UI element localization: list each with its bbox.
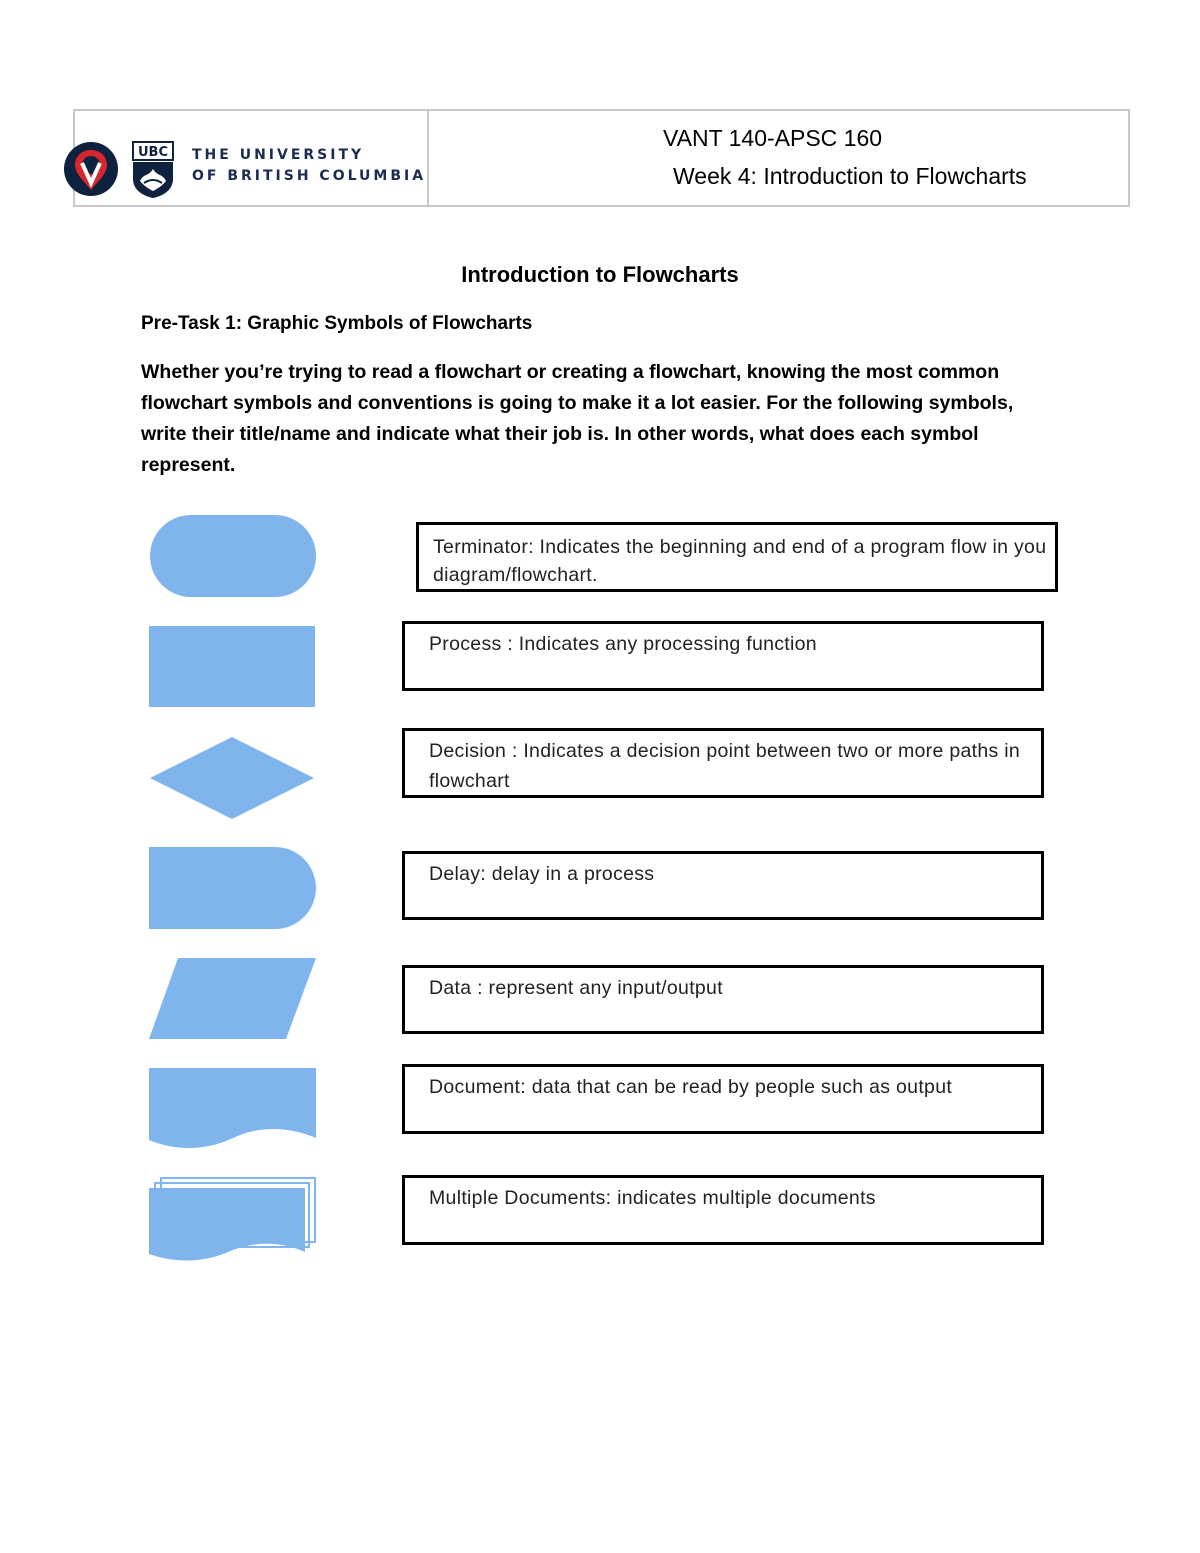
- answer-box-multiple-documents: Multiple Documents: indicates multiple documents: [402, 1175, 1044, 1245]
- svg-text:UBC: UBC: [137, 145, 169, 160]
- week-title: Week 4: Introduction to Flowcharts: [673, 163, 1027, 189]
- vantage-logo-icon: [63, 141, 119, 197]
- university-name: THE UNIVERSITY OF BRITISH COLUMBIA: [192, 147, 427, 184]
- process-icon: [149, 626, 316, 708]
- answer-box-delay: Delay: delay in a process: [402, 851, 1044, 920]
- ubc-crest-icon: [132, 141, 174, 199]
- header-course-cell: [429, 111, 1128, 205]
- header-table: [73, 109, 1130, 207]
- page-title: Introduction to Flowcharts: [461, 262, 739, 287]
- course-code: VANT 140-APSC 160: [663, 125, 883, 151]
- answer-box-process: Process : Indicates any processing function: [402, 621, 1044, 691]
- delay-icon: [149, 847, 317, 929]
- document-icon: [148, 1068, 318, 1152]
- answer-box-data: Data : represent any input/output: [402, 965, 1044, 1034]
- terminator-icon: [148, 513, 318, 599]
- multiple-documents-icon: [148, 1176, 320, 1264]
- task-subtitle: Pre-Task 1: Graphic Symbols of Flowcharts: [141, 313, 533, 334]
- decision-icon: [148, 735, 316, 821]
- answer-box-document: Document: data that can be read by people such as output: [402, 1064, 1044, 1134]
- answer-box-decision: Decision : Indicates a decision point between two or more paths in flowchart: [402, 728, 1044, 798]
- header-logo-cell: [75, 111, 429, 205]
- answer-box-terminator: Terminator: Indicates the beginning and end of a program flow in you diagram/flowchart.: [416, 522, 1058, 592]
- data-icon: [148, 958, 318, 1040]
- intro-paragraph: Whether you’re trying to read a flowchart or creating a flowchart, knowing the most common flowchart symbols and conventions is going to make it a lot easier. For the following symbols, write their title/name and indicate what their job is. In other words, what does each symbol represent.: [141, 361, 1014, 476]
